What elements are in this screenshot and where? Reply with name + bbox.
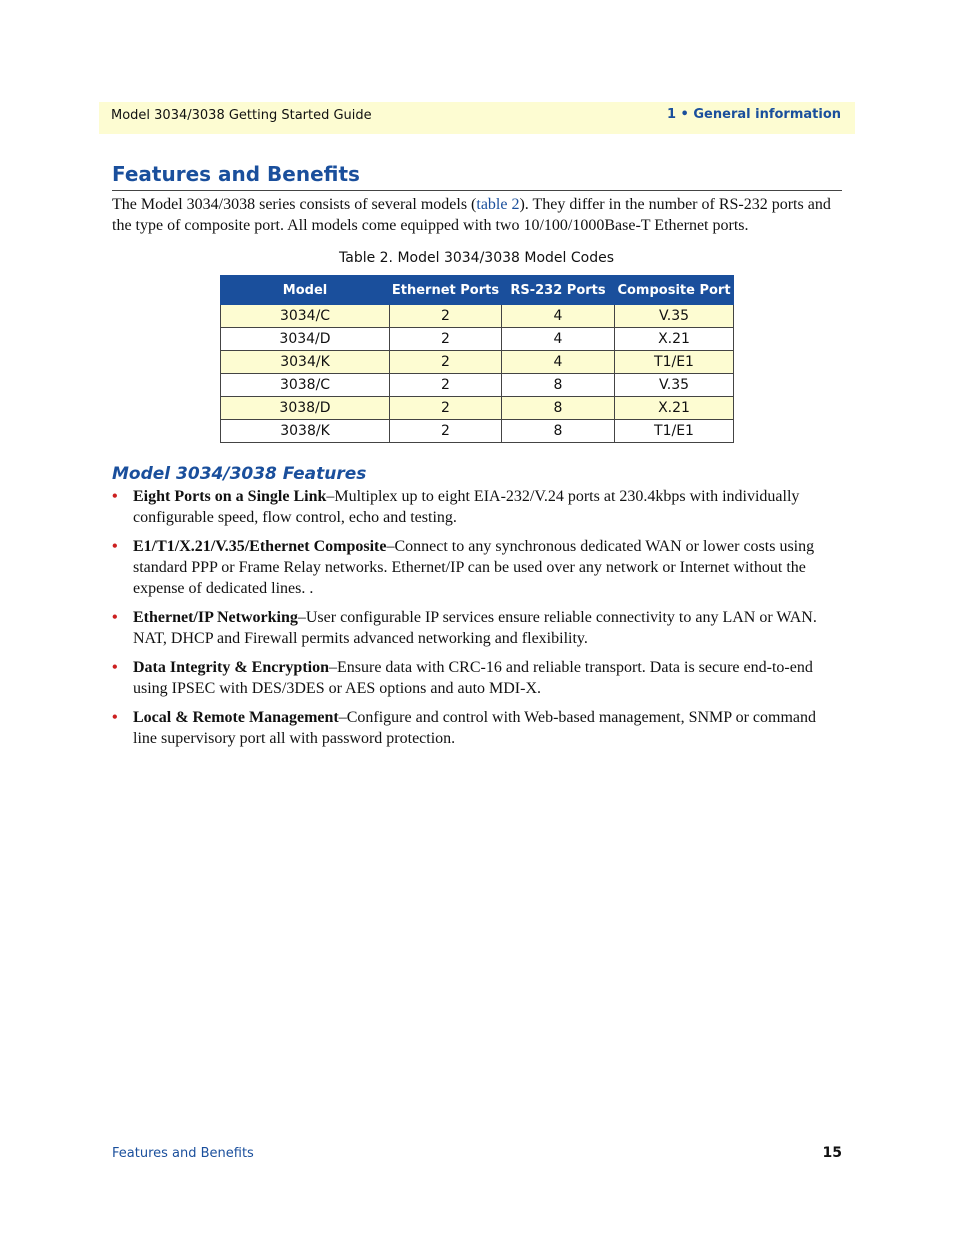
rs232-ports-cell: 8 (502, 397, 615, 420)
bullet-icon: • (112, 659, 118, 676)
list-item (112, 607, 842, 649)
list-item (112, 536, 842, 599)
model-cell: 3034/K (221, 351, 390, 374)
feature-description: –Multiplex up to eight EIA-232/V.24 ports at 230.4kbps with individually configurable speed, flow control, echo and testing. (133, 488, 800, 526)
guide-title: Model 3034/3038 Getting Started Guide (111, 108, 372, 123)
running-header (99, 102, 855, 134)
bullet-icon: • (112, 609, 118, 626)
footer-section-name: Features and Benefits (112, 1146, 254, 1161)
bullet-icon: • (112, 709, 118, 726)
bullet-icon: • (112, 488, 118, 505)
feature-term: Data Integrity & Encryption (133, 659, 329, 676)
table-row (221, 305, 734, 328)
model-cell: 3038/K (221, 420, 390, 443)
feature-description: –Configure and control with Web-based management, SNMP or command line supervisory port all with password protection. (133, 709, 816, 747)
ethernet-ports-cell: 2 (390, 374, 502, 397)
composite-port-cell: T1/E1 (615, 351, 734, 374)
list-item (112, 486, 842, 528)
feature-term: Local & Remote Management (133, 709, 339, 726)
feature-term: E1/T1/X.21/V.35/Ethernet Composite (133, 538, 387, 555)
rs232-ports-cell: 8 (502, 374, 615, 397)
intro-paragraph (112, 194, 842, 236)
ethernet-ports-cell: 2 (390, 397, 502, 420)
ethernet-ports-cell: 2 (390, 420, 502, 443)
section-title: Features and Benefits (112, 162, 360, 186)
bullet-icon: • (112, 538, 118, 555)
section-divider (112, 190, 842, 191)
list-item (112, 657, 842, 699)
composite-port-cell: V.35 (615, 374, 734, 397)
table-row (221, 397, 734, 420)
column-header-composite-port: Composite Port (615, 276, 734, 305)
column-header-rs232-ports: RS-232 Ports (502, 276, 615, 305)
ethernet-ports-cell: 2 (390, 305, 502, 328)
table-caption: Table 2. Model 3034/3038 Model Codes (339, 250, 614, 266)
composite-port-cell: X.21 (615, 328, 734, 351)
column-header-model: Model (221, 276, 390, 305)
intro-text-start: The Model 3034/3038 series consists of several models ( (112, 196, 477, 213)
model-cell: 3038/D (221, 397, 390, 420)
rs232-ports-cell: 4 (502, 305, 615, 328)
chapter-label: 1 • General information (666, 107, 841, 122)
feature-term: Ethernet/IP Networking (133, 609, 298, 626)
ethernet-ports-cell: 2 (390, 351, 502, 374)
rs232-ports-cell: 4 (502, 351, 615, 374)
feature-description: –Ensure data with CRC-16 and reliable transport. Data is secure end-to-end using IPSEC with DES/3DES or AES options and auto MDI-X. (133, 659, 813, 697)
rs232-ports-cell: 8 (502, 420, 615, 443)
composite-port-cell: X.21 (615, 397, 734, 420)
table-row (221, 374, 734, 397)
feature-description: –User configurable IP services ensure reliable connectivity to any LAN or WAN. NAT, DHCP and Firewall permits advanced networking and flexibility. (133, 609, 817, 647)
feature-term: Eight Ports on a Single Link (133, 488, 327, 505)
table-row (221, 420, 734, 443)
ethernet-ports-cell: 2 (390, 328, 502, 351)
composite-port-cell: V.35 (615, 305, 734, 328)
model-cell: 3034/C (221, 305, 390, 328)
column-header-ethernet-ports: Ethernet Ports (390, 276, 502, 305)
table-row (221, 351, 734, 374)
table-2-link[interactable]: table 2 (476, 196, 520, 213)
table-row (221, 328, 734, 351)
model-codes-table (220, 275, 734, 443)
composite-port-cell: T1/E1 (615, 420, 734, 443)
features-list (112, 486, 842, 757)
table-header-row (221, 276, 734, 305)
model-cell: 3034/D (221, 328, 390, 351)
list-item (112, 707, 842, 749)
intro-text-end: ). They differ in the number of RS-232 ports and the type of composite port. All models come equipped with two 10/100/1000Base-T Ethernet ports. (112, 196, 831, 234)
feature-description: –Connect to any synchronous dedicated WAN or lower costs using standard PPP or Frame Relay networks. Ethernet/IP can be used over any network or Internet without the expense of dedicated lines. . (133, 538, 815, 597)
rs232-ports-cell: 4 (502, 328, 615, 351)
features-subtitle: Model 3034/3038 Features (112, 464, 367, 484)
model-cell: 3038/C (221, 374, 390, 397)
page-number: 15 (822, 1145, 842, 1161)
